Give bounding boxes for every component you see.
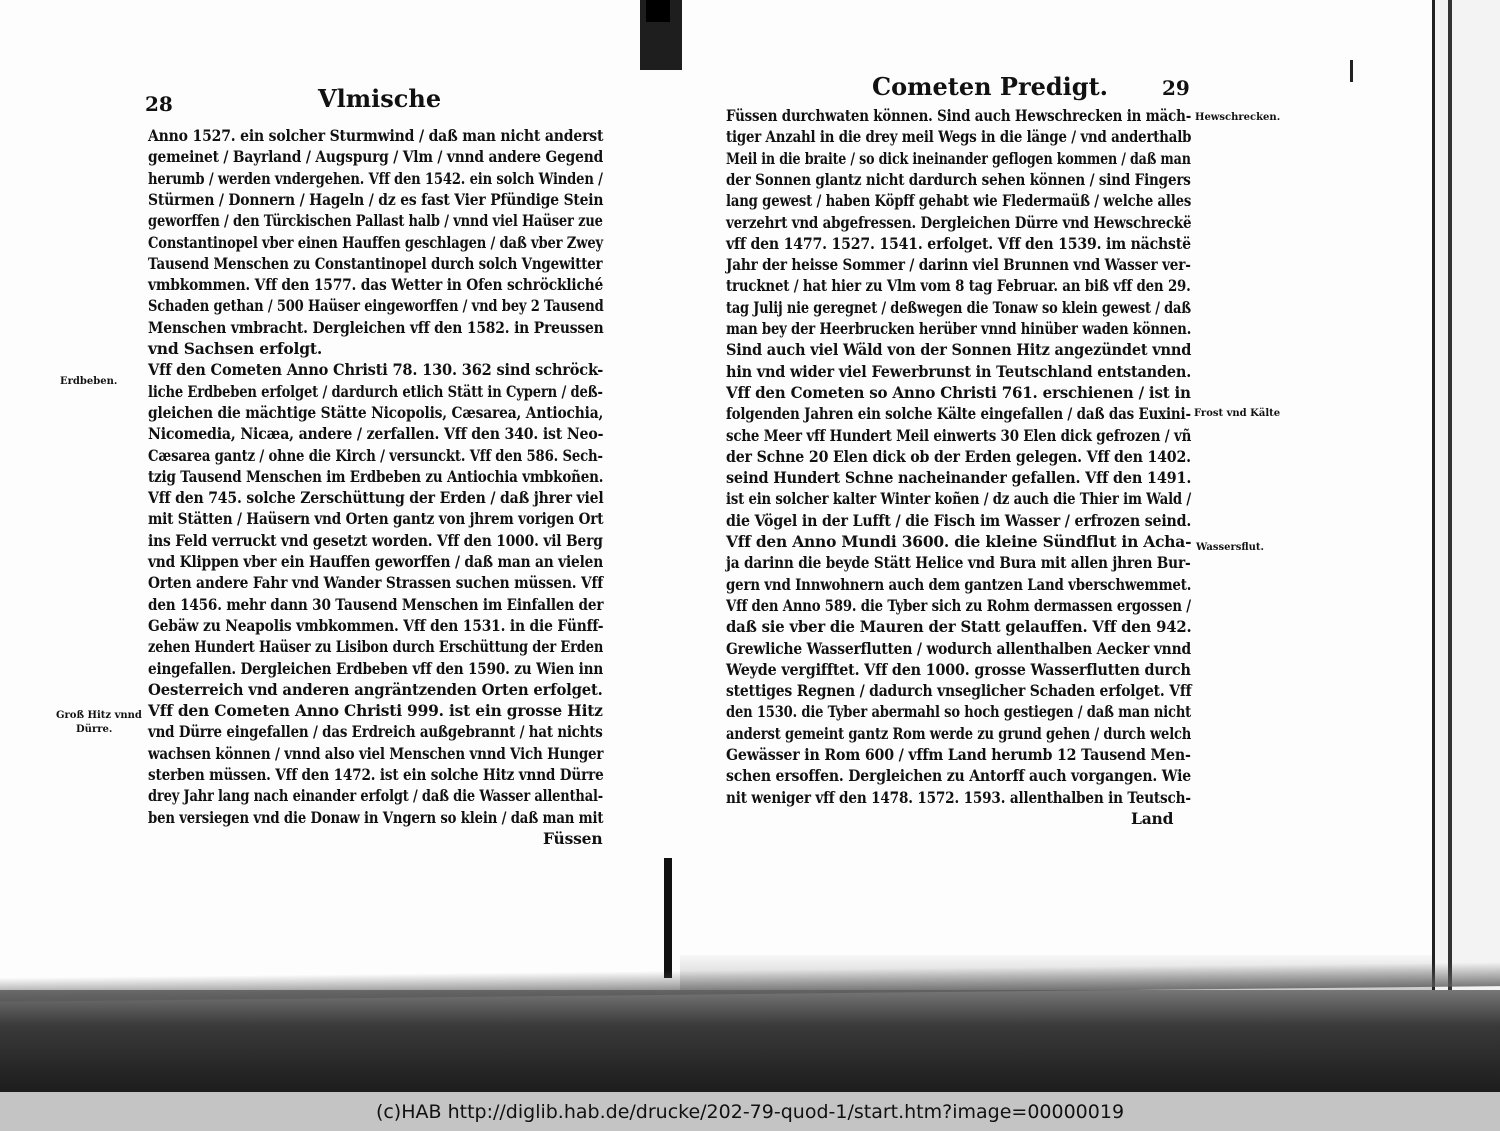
- text-line: Land: [1131, 808, 1174, 828]
- text-line: ben versiegen vnd die Donaw in Vngern so klein / daß man mit: [148, 807, 604, 827]
- text-line: ist ein solcher kalter Winter koñen / dz auch die Thier im Wald /: [726, 489, 1192, 509]
- text-line: eingefallen. Dergleichen Erdbeben vff den 1590. zu Wien inn: [148, 658, 604, 678]
- scanner-bottom-border: [0, 990, 1500, 1092]
- text-line: vnd Sachsen erfolgt.: [148, 339, 323, 358]
- text-line: mit Stätten / Haüsern vnd Orten gantz von jhrem vorigen Ort: [148, 509, 604, 529]
- text-line: Meil in die braite / so dick ineinander geflogen kommen / daß man: [726, 148, 1191, 168]
- right-page-edge: [1432, 0, 1500, 1000]
- text-line: trucknet / hat hier zu Vlm vom 8 tag Februar. an biß vff den 29.: [726, 276, 1191, 296]
- left-running-head: Vlmische: [318, 84, 442, 113]
- text-line: liche Erdbeben erfolget / dardurch etlich Stätt in Cypern / deß-: [148, 381, 603, 401]
- text-line: Cæsarea gantz / ohne die Kirch / versunckt. Vff den 586. Sech-: [148, 445, 603, 465]
- text-line: stettiges Regnen / dadurch vnseglicher Schaden erfolget. Vff: [726, 681, 1192, 701]
- text-line: herumb / werden vndergehen. Vff den 1542. ein solch Winden /: [148, 168, 603, 188]
- spine-bottom-mark: [664, 858, 672, 978]
- text-line: tzig Tausend Menschen im Erdbeben zu Antiochia vmbkoñen.: [148, 466, 604, 486]
- text-line: ja darinn die beyde Stätt Helice vnd Bura mit allen jhren Bur-: [726, 553, 1191, 573]
- text-line: vnd Dürre eingefallen / das Erdreich außgebrannt / hat nichts: [148, 722, 603, 742]
- text-line: Vff den Anno 589. die Tyber sich zu Rohm dermassen ergossen /: [726, 595, 1191, 615]
- text-line: Füssen: [543, 828, 603, 848]
- spine-shadow-core: [646, 0, 670, 22]
- text-line: Füssen durchwaten können. Sind auch Hewschrecken in mäch-: [726, 106, 1192, 125]
- text-line: den 1530. die Tyber abermahl so hoch gestiegen / daß man nicht: [726, 702, 1192, 722]
- text-line: wachsen können / vnnd also viel Menschen vnnd Vich Hunger: [148, 743, 604, 763]
- margin-note-duerre: Dürre.: [76, 724, 113, 735]
- left-page-number: 28: [145, 92, 173, 116]
- text-line: drey Jahr lang nach einander erfolgt / daß die Wasser allenthal-: [148, 786, 603, 806]
- margin-note-wassersflut: Wassersflut.: [1196, 542, 1265, 553]
- text-line: den 1456. mehr dann 30 Tausend Menschen im Einfallen der: [148, 594, 604, 614]
- text-line: geworffen / den Türckischen Pallast halb / vnnd viel Haüser zue: [148, 211, 603, 231]
- edge-mark: [1350, 60, 1353, 82]
- right-running-head: Cometen Predigt.: [872, 72, 1109, 101]
- text-line: Constantinopel vber einen Hauffen geschlagen / daß vber Zwey: [148, 232, 603, 252]
- text-line: Vff den Cometen Anno Christi 78. 130. 362 sind schröck-: [148, 360, 604, 380]
- text-line: tag Julij nie geregnet / deßwegen die Tonaw so klein gewest / daß: [726, 297, 1191, 317]
- text-line: Vff den 745. solche Zerschüttung der Erden / daß jhrer viel: [148, 488, 604, 508]
- text-line: Oesterreich vnd anderen angräntzenden Orten erfolget.: [148, 679, 603, 699]
- text-line: sche Meer vff Hundert Meil einwerts 30 Elen dick gefrozen / vñ: [726, 425, 1192, 445]
- text-line: gleichen die mächtige Stätte Nicopolis, Cæsarea, Antiochia,: [148, 402, 604, 422]
- text-line: Grewliche Wasserflutten / wodurch allenthalben Aecker vnnd: [726, 638, 1191, 658]
- text-line: vff den 1477. 1527. 1541. erfolget. Vff den 1539. im nächstë: [726, 233, 1191, 253]
- text-line: Weyde vergifftet. Vff den 1000. grosse Wasserflutten durch: [726, 659, 1191, 679]
- text-line: Stürmen / Donnern / Hageln / dz es fast Vier Pfündige Stein: [148, 189, 604, 209]
- footer-text: (c)HAB http://diglib.hab.de/drucke/202-79-quod-1/start.htm?image=00000019: [375, 1100, 1125, 1123]
- margin-note-hewschrecken: Hewschrecken.: [1195, 112, 1281, 123]
- copyright-footer: [0, 1092, 1500, 1131]
- margin-note-erdbeben: Erdbeben.: [60, 376, 118, 387]
- margin-note-hitz: Groß Hitz vnnd: [56, 710, 142, 721]
- text-line: seind Hundert Schne nacheinander gefallen. Vff den 1491.: [726, 468, 1192, 488]
- text-line: zehen Hundert Haüser zu Lisibon durch Erschüttung der Erden: [148, 637, 604, 657]
- text-line: der Schne 20 Elen dick ob der Erden gelegen. Vff den 1402.: [726, 446, 1191, 466]
- text-line: Anno 1527. ein solcher Sturmwind / daß man nicht anderst: [148, 126, 604, 145]
- text-line: Tausend Menschen zu Constantinopel durch solch Vngewitter: [148, 253, 603, 273]
- right-page-edge-line: [1448, 0, 1452, 1000]
- text-line: Orten andere Fahr vnd Wander Strassen suchen müssen. Vff: [148, 573, 603, 593]
- text-line: gern vnd Innwohnern auch dem gantzen Land vberschwemmet.: [726, 574, 1192, 594]
- text-line: hin vnd wider viel Fewerbrunst in Teutschland entstanden.: [726, 361, 1192, 381]
- text-line: daß sie vber die Mauren der Statt gelauffen. Vff den 942.: [726, 617, 1192, 637]
- text-line: schen ersoffen. Dergleichen zu Antorff auch vorgangen. Wie: [726, 766, 1191, 786]
- text-line: ins Feld verruckt vnd gesetzt worden. Vff den 1000. vil Berg: [148, 530, 603, 550]
- text-line: nit weniger vff den 1478. 1572. 1593. allenthalben in Teutsch-: [726, 787, 1191, 807]
- text-line: vmbkommen. Vff den 1577. das Wetter in Ofen schröckliché: [148, 275, 604, 295]
- text-line: Vff den Anno Mundi 3600. die kleine Sündflut in Acha-: [726, 532, 1192, 551]
- text-line: Nicomedia, Nicæa, andere / zerfallen. Vff den 340. ist Neo-: [148, 424, 604, 444]
- text-line: tiger Anzahl in die drey meil Wegs in die länge / vnd anderthalb: [726, 127, 1192, 147]
- margin-note-frost: Frost vnd Kälte: [1194, 408, 1281, 419]
- text-line: Vff den Cometen Anno Christi 999. ist ein grosse Hitz: [148, 701, 603, 721]
- text-line: Vff den Cometen so Anno Christi 761. erschienen / ist in: [726, 382, 1191, 402]
- text-line: Sind auch viel Wäld von der Sonnen Hitz angezündet vnnd: [726, 340, 1192, 360]
- text-line: man bey der Heerbrucken herüber vnnd hinüber waden können.: [726, 319, 1192, 338]
- text-line: Gebäw zu Neapolis vmbkommen. Vff den 1531. in die Fünff-: [148, 615, 604, 635]
- text-line: Gewässer in Rom 600 / vffm Land herumb 12 Tausend Men-: [726, 745, 1191, 764]
- text-line: die Vögel in der Lufft / die Fisch im Wasser / erfrozen seind.: [726, 510, 1192, 530]
- right-page-number: 29: [1162, 76, 1190, 100]
- text-line: folgenden Jahren ein solche Kälte eingefallen / daß das Euxini-: [726, 404, 1191, 424]
- text-line: verzehrt vnd abgefressen. Dergleichen Dürre vnd Hewschreckë: [726, 212, 1192, 232]
- text-line: der Sonnen glantz nicht dardurch sehen können / sind Fingers: [726, 169, 1191, 189]
- text-line: Jahr der heisse Sommer / darinn viel Brunnen vnd Wasser ver-: [726, 255, 1191, 275]
- text-line: anderst gemeint gantz Rom werde zu grund gehen / durch welch: [726, 723, 1192, 743]
- text-line: Schaden gethan / 500 Haüser eingeworffen / vnd bey 2 Tausend: [148, 296, 604, 316]
- text-line: vnd Klippen vber ein Hauffen geworffen / daß man an vielen: [148, 552, 604, 571]
- text-line: lang gewest / haben Köpff gehabt wie Fledermaüß / welche alles: [726, 191, 1192, 211]
- text-line: Menschen vmbracht. Dergleichen vff den 1582. in Preussen: [148, 317, 604, 337]
- text-line: gemeinet / Bayrland / Augspurg / Vlm / vnnd andere Gegend: [148, 147, 604, 167]
- text-line: sterben müssen. Vff den 1472. ist ein solche Hitz vnnd Dürre: [148, 765, 604, 784]
